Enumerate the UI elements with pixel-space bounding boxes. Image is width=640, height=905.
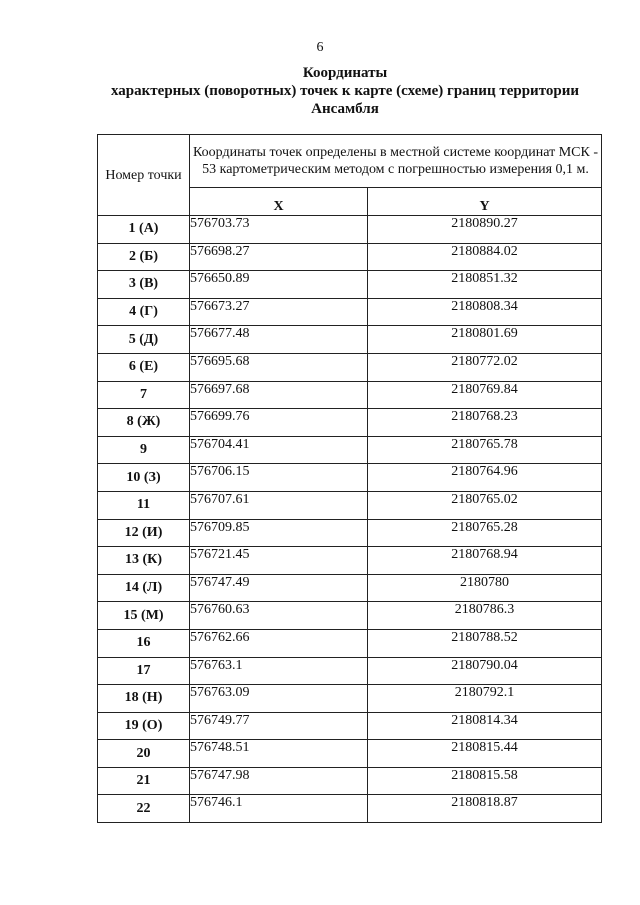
y-coordinate-cell: 2180772.02	[368, 353, 602, 381]
point-number-cell: 4 (Г)	[98, 298, 190, 326]
coordinates-table	[97, 134, 602, 823]
point-number-cell: 13 (К)	[98, 547, 190, 575]
x-coordinate-cell: 576677.48	[190, 326, 368, 354]
point-number-cell: 1 (А)	[98, 216, 190, 244]
table-row	[98, 491, 602, 519]
table-row	[98, 353, 602, 381]
y-coordinate-cell: 2180890.27	[368, 216, 602, 244]
point-number-cell: 21	[98, 767, 190, 795]
title-line-3: Ансамбля	[311, 101, 379, 117]
point-number-cell: 19 (О)	[98, 712, 190, 740]
point-number-cell: 20	[98, 740, 190, 768]
x-coordinate-cell: 576706.15	[190, 464, 368, 492]
y-coordinate-cell: 2180764.96	[368, 464, 602, 492]
header-coordinates-description: Координаты точек определены в местной системе координат МСК - 53 картометрическим методом с погрешностью измерения 0,1 м.	[190, 135, 602, 188]
x-coordinate-cell: 576707.61	[190, 491, 368, 519]
point-number-cell: 22	[98, 795, 190, 823]
x-coordinate-cell: 576746.1	[190, 795, 368, 823]
x-coordinate-cell: 576704.41	[190, 436, 368, 464]
y-coordinate-cell: 2180765.02	[368, 491, 602, 519]
table-row	[98, 326, 602, 354]
table-row	[98, 574, 602, 602]
point-number-cell: 17	[98, 657, 190, 685]
y-coordinate-cell: 2180788.52	[368, 629, 602, 657]
table-row	[98, 519, 602, 547]
point-number-cell: 3 (В)	[98, 271, 190, 299]
y-coordinate-cell: 2180765.28	[368, 519, 602, 547]
y-coordinate-cell: 2180768.23	[368, 409, 602, 437]
y-coordinate-cell: 2180818.87	[368, 795, 602, 823]
y-coordinate-cell: 2180768.94	[368, 547, 602, 575]
y-coordinate-cell: 2180851.32	[368, 271, 602, 299]
y-coordinate-cell: 2180765.78	[368, 436, 602, 464]
x-coordinate-cell: 576709.85	[190, 519, 368, 547]
x-coordinate-cell: 576760.63	[190, 602, 368, 630]
header-point-number: Номер точки	[98, 135, 190, 216]
x-coordinate-cell: 576650.89	[190, 271, 368, 299]
y-coordinate-cell: 2180780	[368, 574, 602, 602]
table-row	[98, 629, 602, 657]
x-coordinate-cell: 576699.76	[190, 409, 368, 437]
table-row	[98, 271, 602, 299]
y-coordinate-cell: 2180808.34	[368, 298, 602, 326]
table-row	[98, 436, 602, 464]
table-row	[98, 381, 602, 409]
x-coordinate-cell: 576747.49	[190, 574, 368, 602]
point-number-cell: 18 (Н)	[98, 685, 190, 713]
header-y: Y	[368, 188, 602, 216]
table-row	[98, 464, 602, 492]
x-coordinate-cell: 576763.1	[190, 657, 368, 685]
table-row	[98, 657, 602, 685]
point-number-cell: 6 (Е)	[98, 353, 190, 381]
point-number-cell: 2 (Б)	[98, 243, 190, 271]
point-number-cell: 14 (Л)	[98, 574, 190, 602]
y-coordinate-cell: 2180769.84	[368, 381, 602, 409]
x-coordinate-cell: 576697.68	[190, 381, 368, 409]
x-coordinate-cell: 576749.77	[190, 712, 368, 740]
point-number-cell: 7	[98, 381, 190, 409]
y-coordinate-cell: 2180815.58	[368, 767, 602, 795]
y-coordinate-cell: 2180801.69	[368, 326, 602, 354]
point-number-cell: 15 (М)	[98, 602, 190, 630]
point-number-cell: 5 (Д)	[98, 326, 190, 354]
table-row	[98, 767, 602, 795]
table-row	[98, 602, 602, 630]
table-row	[98, 216, 602, 244]
point-number-cell: 9	[98, 436, 190, 464]
y-coordinate-cell: 2180790.04	[368, 657, 602, 685]
table-row	[98, 409, 602, 437]
title-line-1: Координаты	[302, 65, 388, 81]
y-coordinate-cell: 2180792.1	[368, 685, 602, 713]
y-coordinate-cell: 2180815.44	[368, 740, 602, 768]
point-number-cell: 10 (З)	[98, 464, 190, 492]
table-row	[98, 795, 602, 823]
x-coordinate-cell: 576698.27	[190, 243, 368, 271]
point-number-cell: 12 (И)	[98, 519, 190, 547]
x-coordinate-cell: 576695.68	[190, 353, 368, 381]
y-coordinate-cell: 2180786.3	[368, 602, 602, 630]
x-coordinate-cell: 576703.73	[190, 216, 368, 244]
title-line-2: характерных (поворотных) точек к карте (схеме) границ территории	[111, 83, 579, 99]
table-row	[98, 298, 602, 326]
x-coordinate-cell: 576763.09	[190, 685, 368, 713]
table-row	[98, 243, 602, 271]
point-number-cell: 16	[98, 629, 190, 657]
y-coordinate-cell: 2180884.02	[368, 243, 602, 271]
point-number-cell: 8 (Ж)	[98, 409, 190, 437]
header-x: X	[190, 188, 368, 216]
x-coordinate-cell: 576748.51	[190, 740, 368, 768]
document-title	[60, 64, 630, 118]
x-coordinate-cell: 576762.66	[190, 629, 368, 657]
table-row	[98, 740, 602, 768]
point-number-cell: 11	[98, 491, 190, 519]
table-row	[98, 685, 602, 713]
y-coordinate-cell: 2180814.34	[368, 712, 602, 740]
table-row	[98, 712, 602, 740]
x-coordinate-cell: 576721.45	[190, 547, 368, 575]
page-number: 6	[316, 40, 324, 55]
x-coordinate-cell: 576673.27	[190, 298, 368, 326]
x-coordinate-cell: 576747.98	[190, 767, 368, 795]
table-row	[98, 547, 602, 575]
table-body	[98, 216, 602, 823]
